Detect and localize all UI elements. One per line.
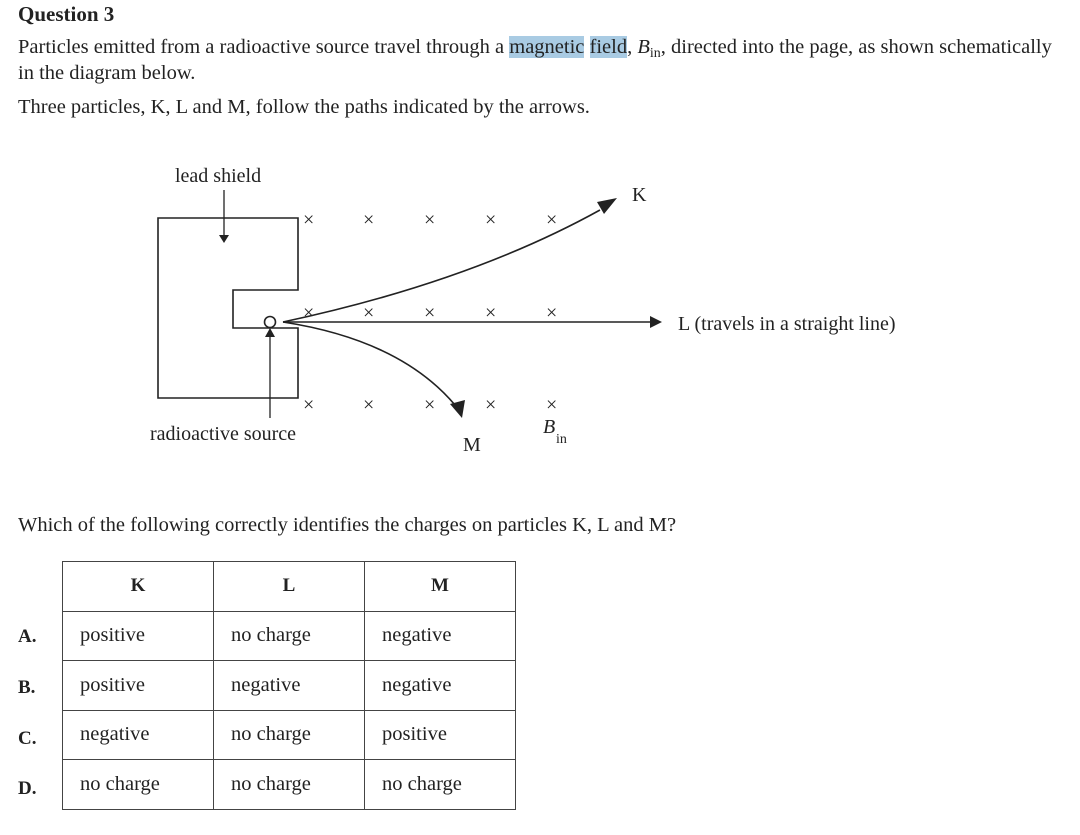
intro-text: Particles emitted from a radioactive source travel through a	[18, 36, 510, 58]
answer-table	[62, 561, 516, 810]
table-row[interactable]	[63, 710, 516, 760]
intro-text-end: , directed into the page, as shown schematically in the diagram below.	[18, 36, 1052, 84]
cell-l: no charge	[214, 710, 365, 760]
highlight-magnetic[interactable]: magnetic	[509, 36, 585, 58]
lead-shield-label: lead shield	[175, 165, 262, 187]
question-title: Question 3	[18, 2, 115, 26]
table-row[interactable]	[63, 611, 516, 661]
path-l-arrowhead	[650, 316, 662, 328]
intro-text-comma: ,	[627, 36, 638, 58]
path-m	[283, 322, 455, 405]
field-cross: ×	[303, 394, 315, 416]
field-cross: ×	[303, 302, 315, 324]
magnetic-field-diagram	[140, 158, 940, 468]
field-cross: ×	[363, 394, 375, 416]
header-m: M	[365, 562, 516, 612]
cell-m: positive	[365, 710, 516, 760]
intro-paragraph	[18, 34, 1068, 86]
field-cross: ×	[546, 209, 558, 231]
highlight-field[interactable]: field	[589, 36, 628, 58]
field-cross: ×	[485, 394, 497, 416]
b-in-symbol: B	[543, 416, 556, 438]
option-label-a[interactable]: A.	[18, 626, 37, 647]
table-row[interactable]	[63, 661, 516, 711]
b-in-subscript: in	[556, 432, 567, 447]
cell-l: negative	[214, 661, 365, 711]
field-cross: ×	[424, 302, 436, 324]
b-in-label	[543, 416, 555, 438]
field-cross: ×	[303, 209, 315, 231]
cell-k: no charge	[63, 760, 214, 810]
cell-k: positive	[63, 661, 214, 711]
option-label-b[interactable]: B.	[18, 677, 36, 698]
question-text: Which of the following correctly identifies the charges on particles K, L and M?	[18, 514, 677, 536]
table-row[interactable]	[63, 760, 516, 810]
field-cross: ×	[485, 302, 497, 324]
cell-m: negative	[365, 661, 516, 711]
cell-l: no charge	[214, 611, 365, 661]
field-cross: ×	[424, 394, 436, 416]
table-header-row	[63, 562, 516, 612]
source-pointer-arrowhead	[265, 328, 275, 337]
cell-m: negative	[365, 611, 516, 661]
option-label-d[interactable]: D.	[18, 778, 37, 799]
particles-paragraph: Three particles, K, L and M, follow the paths indicated by the arrows.	[18, 96, 590, 118]
field-cross: ×	[424, 209, 436, 231]
lead-shield-outline	[158, 218, 298, 398]
cell-l: no charge	[214, 760, 365, 810]
b-symbol: B	[637, 36, 650, 58]
source-dot	[265, 317, 276, 328]
label-l: L (travels in a straight line)	[678, 313, 896, 335]
field-cross: ×	[363, 302, 375, 324]
cell-k: positive	[63, 611, 214, 661]
label-m: M	[463, 434, 481, 456]
header-l: L	[214, 562, 365, 612]
header-k: K	[63, 562, 214, 612]
label-k: K	[632, 184, 647, 206]
field-cross: ×	[546, 302, 558, 324]
option-label-c[interactable]: C.	[18, 728, 37, 749]
path-k-arrowhead	[597, 198, 617, 214]
field-cross: ×	[485, 209, 497, 231]
field-cross: ×	[363, 209, 375, 231]
source-label: radioactive source	[150, 423, 297, 445]
lead-shield-pointer-arrowhead	[219, 235, 229, 243]
field-cross: ×	[546, 394, 558, 416]
cell-k: negative	[63, 710, 214, 760]
cell-m: no charge	[365, 760, 516, 810]
b-subscript: in	[649, 46, 661, 61]
